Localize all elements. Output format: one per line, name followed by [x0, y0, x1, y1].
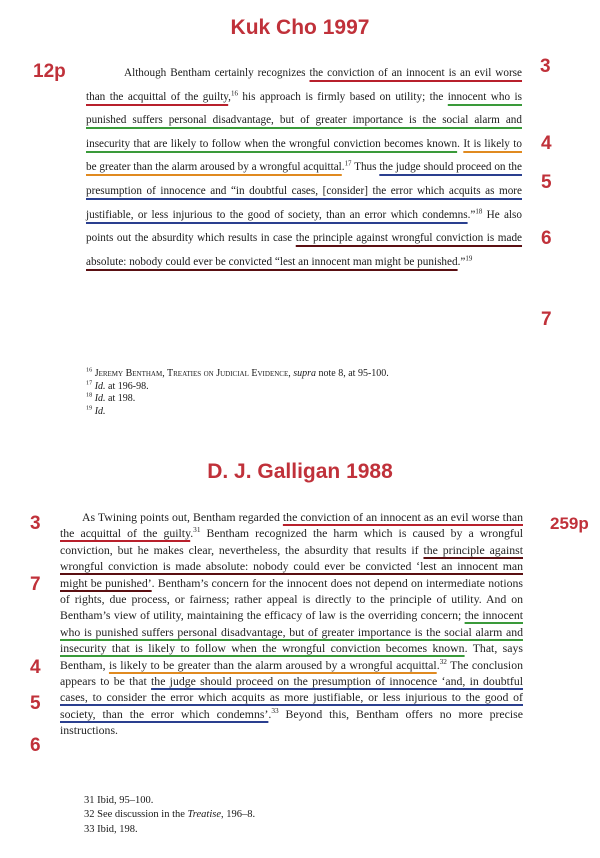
footnote-text: Id.: [94, 405, 106, 417]
footnote-ref-19: 19: [465, 254, 473, 263]
footnote-18: [86, 393, 389, 406]
footnote-text: supra: [293, 368, 317, 379]
footnote-32: [84, 808, 255, 822]
text: . Bentham’s concern for the innocent does not depend on intermediate notions of rights, due process, or fairness; rather appeal is directly to the principle of utility. And on Bentham’s view of utility, maintaining the efficacy of law is the overriding concern;: [60, 575, 523, 623]
marker-3: 3: [30, 513, 41, 534]
footnote-text: at 198.: [105, 393, 136, 404]
marker-5: 5: [30, 693, 41, 714]
highlight-4: innocent who is punished suffers personal disadvantage, but of greater importance is the social alarm and insecurity that are likely to follow when the wrongful conviction becomes known: [86, 90, 522, 150]
text: .: [268, 706, 272, 721]
section1-paragraph: [86, 62, 522, 274]
footnote-number: 16: [86, 366, 93, 374]
text: .: [436, 657, 440, 672]
text: .: [190, 526, 194, 541]
footnote-31: 31 Ibid, 95–100.: [84, 795, 154, 806]
section2-paragraph: [60, 509, 523, 739]
highlight-7: the principle against wrongful conviction is made absolute: nobody could ever be convicted ‘lest an innocent man might be punished’: [60, 542, 523, 590]
highlight-6: the judge should proceed on the presumption of innocence ‘and, in doubtful cases, to consider the error which acquits as more justifiable, or less injurious to the good of society, than the error which condemns’: [60, 674, 524, 721]
footnote-ref-18: 18: [475, 206, 483, 215]
text: He also points out the absurdity which results in case: [86, 208, 522, 245]
footnote-ref-33: 33: [271, 705, 279, 715]
marker-6: 6: [541, 228, 552, 249]
footnote-text: note 8, at 95-100.: [316, 368, 389, 379]
marker-7: 7: [30, 574, 41, 595]
footnote-ref-17: 17: [344, 159, 352, 168]
footnote-text: Treatise: [187, 809, 221, 821]
footnote-text: at 196-98.: [105, 380, 149, 392]
section2-footnotes: [84, 794, 255, 837]
footnote-text: Id.: [94, 393, 106, 404]
text: The conclusion appears to be that: [60, 657, 523, 689]
text: Although Bentham certainly recognizes: [124, 67, 310, 79]
footnote-ref-32: 32: [439, 656, 447, 666]
section1-footnotes: [86, 368, 389, 418]
highlight-3: the conviction of an innocent is an evil worse than the acquittal of the guilty: [86, 67, 523, 103]
text: .: [457, 137, 464, 150]
footnote-number: 18: [86, 391, 93, 399]
marker-6: 6: [30, 735, 41, 756]
footnote-text: 32 See discussion in the: [84, 809, 188, 821]
text: Thus: [351, 161, 380, 174]
marker-4: 4: [541, 133, 552, 154]
highlight-4: the innocent who is punished suffers personal disadvantage, but of greater importance is the social alarm and insecurity that is likely to follow when the wrongful conviction becomes known: [60, 608, 523, 656]
footnote-number: 19: [86, 404, 93, 412]
section1-title: Kuk Cho 1997: [230, 16, 370, 39]
footnote-ref-16: 16: [230, 88, 238, 97]
text: his approach is firmly based on utility; the: [237, 90, 448, 103]
text: Bentham recognized the harm which is caused by a wrongful conviction, but he makes clear, nevertheless, the absurdity that results if: [60, 526, 523, 557]
text: As Twining points out, Bentham regarded: [82, 510, 283, 524]
text: .”: [467, 208, 476, 221]
text: .: [341, 161, 345, 174]
marker-4: 4: [30, 657, 41, 678]
page-label-12p: 12p: [33, 61, 66, 82]
footnote-text: Jeremy Bentham, Treaties on Judicial Evidence,: [94, 368, 294, 379]
footnote-number: 17: [86, 379, 93, 387]
highlight-5: It is likely to be greater than the alarm aroused by a wrongful acquittal: [86, 137, 522, 174]
page-label-259p: 259p: [550, 514, 589, 533]
highlight-7: the principle against wrongful conviction is made absolute: nobody could ever be convicted “lest an innocent man might be punished: [86, 232, 523, 268]
footnote-text: , 196–8.: [221, 809, 256, 821]
highlight-5: is likely to be greater than the alarm aroused by a wrongful acquittal: [108, 657, 437, 672]
footnote-16: [86, 368, 389, 381]
section2-title: D. J. Galligan 1988: [207, 460, 393, 483]
marker-3: 3: [540, 56, 551, 77]
footnote-17: [86, 381, 389, 394]
text: . That, says Bentham,: [60, 641, 523, 672]
marker-7: 7: [541, 309, 552, 330]
footnote-text: Id.: [94, 380, 106, 392]
text: .”: [457, 255, 466, 268]
text: Beyond this, Bentham offers no more precise instructions.: [60, 706, 523, 738]
highlight-3: the conviction of an innocent as an evil worse than the acquittal of the guilty: [60, 510, 523, 541]
footnote-33: 33 Ibid, 198.: [84, 823, 138, 835]
footnote-ref-31: 31: [193, 525, 201, 535]
footnote-19: [86, 406, 389, 419]
marker-5: 5: [541, 172, 552, 193]
text: ,: [228, 90, 231, 103]
highlight-6: the judge should proceed on the presumption of innocence and “in doubtful cases, [consider] the error which acquits as more justifiable, or less injurious to the good of society, than an error which condemns: [86, 161, 522, 221]
